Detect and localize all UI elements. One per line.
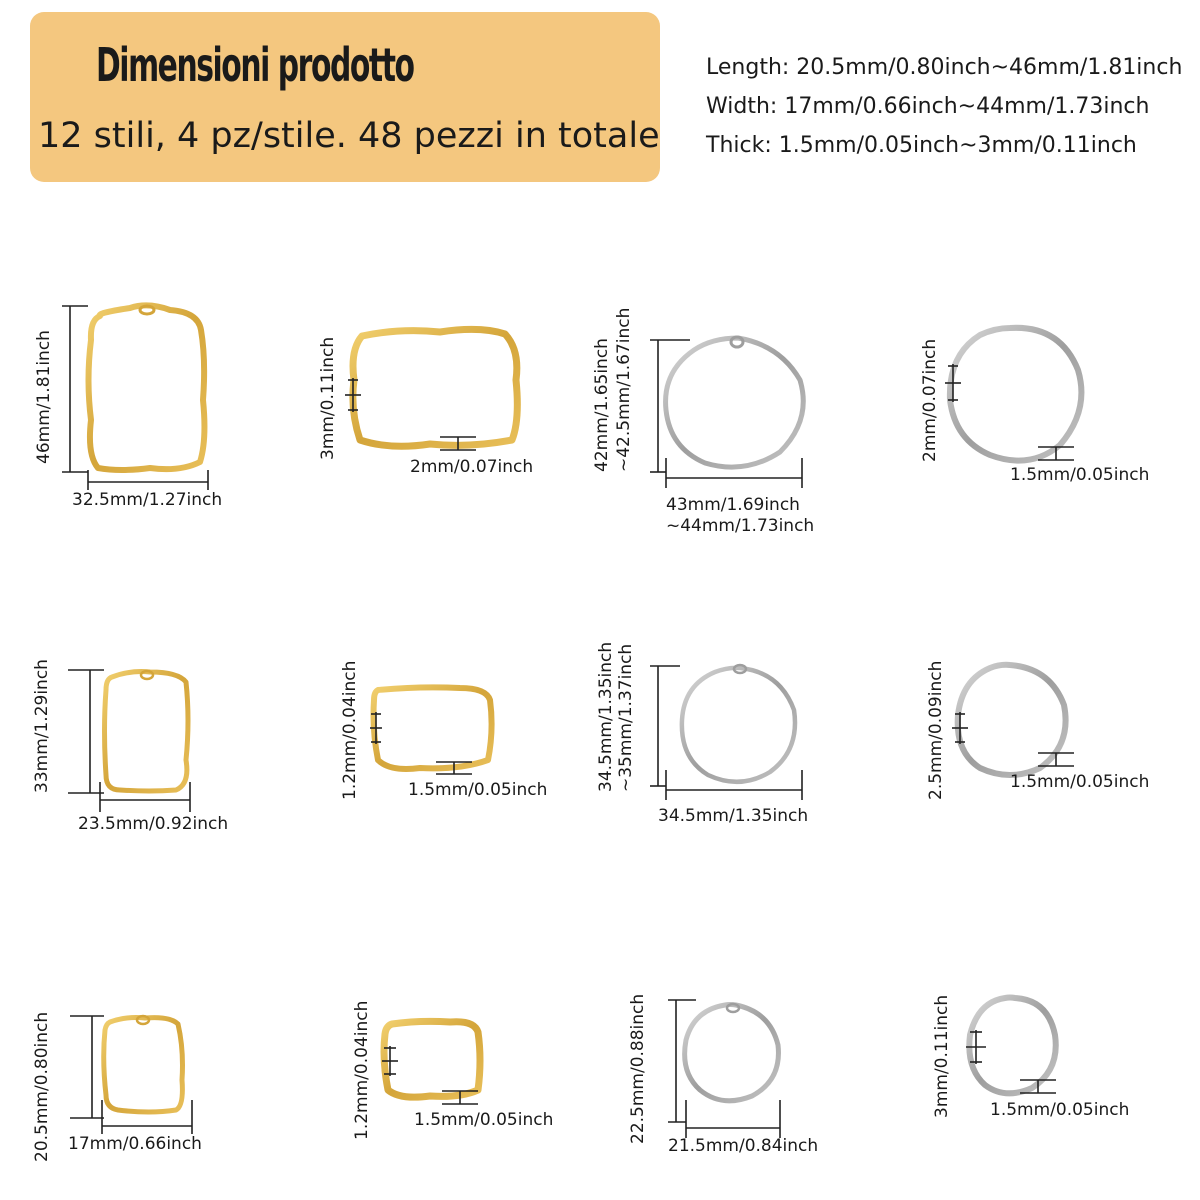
item-8-thin-label: 1.5mm/0.05inch bbox=[1010, 772, 1150, 792]
item-5-height-label: 33mm/1.29inch bbox=[32, 659, 52, 793]
frame-silver-ring-small bbox=[969, 998, 1055, 1094]
spec-width: Width: 17mm/0.66inch~44mm/1.73inch bbox=[706, 94, 1150, 119]
item-11-width-label: 21.5mm/0.84inch bbox=[668, 1136, 819, 1156]
item-7-width-label: 34.5mm/1.35inch bbox=[658, 806, 809, 826]
item-3-width-label-2: ~44mm/1.73inch bbox=[666, 516, 815, 536]
item-12-thin-label: 1.5mm/0.05inch bbox=[990, 1100, 1130, 1120]
item-2-thick-label: 3mm/0.11inch bbox=[318, 336, 338, 460]
item-7-height-label-2: ~35mm/1.37inch bbox=[616, 643, 636, 792]
spec-thick: Thick: 1.5mm/0.05inch~3mm/0.11inch bbox=[706, 133, 1137, 158]
page-title: Dimensioni prodotto bbox=[96, 38, 414, 92]
frame-gold-rect-wide-small bbox=[384, 1021, 480, 1097]
frame-silver-round-large bbox=[666, 337, 804, 467]
frame-gold-rect-wide-large bbox=[353, 329, 517, 446]
frame-silver-round-small bbox=[685, 1004, 779, 1101]
item-1-height-label: 46mm/1.81inch bbox=[34, 330, 54, 464]
frame-silver-round-medium bbox=[682, 665, 795, 782]
item-11-height-label: 22.5mm/0.88inch bbox=[628, 993, 648, 1144]
page-subtitle: 12 stili, 4 pz/stile. 48 pezzi in totale bbox=[38, 116, 660, 156]
frame-gold-rect-wide-medium bbox=[374, 687, 492, 769]
frame-gold-rectangle-medium bbox=[105, 671, 189, 791]
item-7-height-label-1: 34.5mm/1.35inch bbox=[596, 641, 616, 792]
frame-silver-ring-large bbox=[950, 328, 1082, 461]
item-5-width-label: 23.5mm/0.92inch bbox=[78, 814, 229, 834]
item-4-thick-label: 2mm/0.07inch bbox=[920, 338, 940, 462]
item-12-thick-label: 3mm/0.11inch bbox=[932, 994, 952, 1118]
item-3-height-label-1: 42mm/1.65inch bbox=[592, 338, 612, 472]
frame-gold-rectangle-large bbox=[89, 305, 205, 470]
item-10-thin-label: 1.5mm/0.05inch bbox=[414, 1110, 554, 1130]
item-8-thick-label: 2.5mm/0.09inch bbox=[926, 660, 946, 800]
item-2-thin-label: 2mm/0.07inch bbox=[410, 457, 534, 477]
item-3-width-label-1: 43mm/1.69inch bbox=[666, 495, 800, 515]
spec-length: Length: 20.5mm/0.80inch~46mm/1.81inch bbox=[706, 55, 1183, 80]
item-9-width-label: 17mm/0.66inch bbox=[68, 1134, 202, 1154]
item-6-thin-label: 1.5mm/0.05inch bbox=[408, 780, 548, 800]
frame-gold-rectangle-small bbox=[104, 1016, 183, 1112]
item-9-height-label: 20.5mm/0.80inch bbox=[32, 1011, 52, 1162]
item-6-thick-label: 1.2mm/0.04inch bbox=[340, 660, 360, 800]
item-4-thin-label: 1.5mm/0.05inch bbox=[1010, 465, 1150, 485]
frame-silver-ring-medium bbox=[958, 665, 1066, 775]
item-1-width-label: 32.5mm/1.27inch bbox=[72, 490, 223, 510]
item-10-thick-label: 1.2mm/0.04inch bbox=[352, 1000, 372, 1140]
item-3-height-label-2: ~42.5mm/1.67inch bbox=[614, 307, 634, 472]
